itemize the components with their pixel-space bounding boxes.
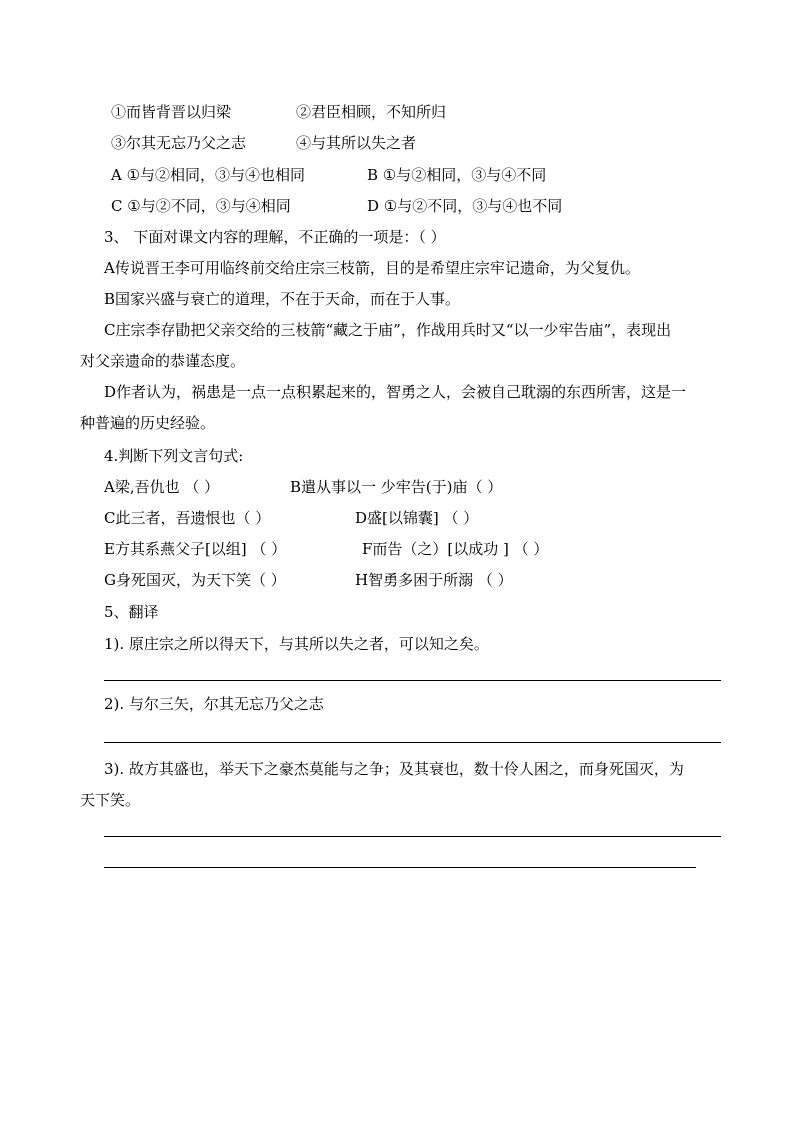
q3-option-a: A传说晋王李可用临终前交给庄宗三枝箭，目的是希望庄宗牢记遗命，为父复仇。 xyxy=(104,259,640,277)
q3-option-c-line2: 对父亲遗命的恭谨态度。 xyxy=(80,352,246,370)
q4-item-d: D盛[以锦囊] （ ） xyxy=(355,509,479,527)
q3-option-c-line1: C庄宗李存勖把父亲交给的三枝箭“藏之于庙”，作战用兵时又“以一少牢告庙”，表现出 xyxy=(104,321,672,339)
option-2: ②君臣相顾，不知所归 xyxy=(296,103,447,121)
q5-sentence-3-line1: 3). 故方其盛也，举天下之豪杰莫能与之争；及其衰也，数十伶人困之，而身死国灭，为 xyxy=(104,760,684,778)
choice-a: A ①与②相同，③与④也相同 xyxy=(111,166,306,184)
q5-sentence-1: 1). 原庄宗之所以得天下，与其所以失之者，可以知之矣。 xyxy=(104,635,489,653)
choice-d: D ①与②不同，③与④也不同 xyxy=(367,197,563,215)
q4-item-c: C此三者，吾遗恨也（ ） xyxy=(104,509,271,527)
q4-item-g: G身死国灭，为天下笑（ ） xyxy=(104,571,286,589)
answer-line-3[interactable] xyxy=(104,836,721,837)
answer-line-4[interactable] xyxy=(104,867,696,868)
choice-b: B ①与②相同，③与④不同 xyxy=(367,166,547,184)
q3-option-d-line1: D作者认为，祸患是一点一点积累起来的，智勇之人，会被自己耽溺的东西所害，这是一 xyxy=(104,383,687,401)
q4-stem: 4.判断下列文言句式: xyxy=(104,447,244,465)
choice-c: C ①与②不同，③与④相同 xyxy=(111,197,291,215)
option-1: ①而皆背晋以归梁 xyxy=(111,103,232,121)
q4-item-b: B遣从事以一 少牢告(于)庙（ ） xyxy=(290,478,503,496)
q5-sentence-3-line2: 天下笑。 xyxy=(80,791,141,809)
q4-item-h: H智勇多困于所溺 （ ） xyxy=(355,571,513,589)
q5-sentence-2: 2). 与尔三矢，尔其无忘乃父之志 xyxy=(104,695,324,713)
q4-item-e: E方其系燕父子[以组] （ ） xyxy=(104,540,287,558)
answer-line-1[interactable] xyxy=(104,680,721,681)
q4-item-a: A梁,吾仇也 （ ） xyxy=(104,478,220,496)
q5-stem: 5、翻译 xyxy=(104,603,159,621)
q3-stem: 3、 下面对课文内容的理解，不正确的一项是：（ ） xyxy=(104,228,446,246)
option-3: ③尔其无忘乃父之志 xyxy=(111,134,247,152)
q4-item-f: F而告（之）[以成功 ] （ ） xyxy=(362,540,549,558)
q3-option-b: B国家兴盛与衰亡的道理，不在于天命，而在于人事。 xyxy=(104,290,461,308)
q3-option-d-line2: 种普遍的历史经验。 xyxy=(80,414,216,432)
option-4: ④与其所以失之者 xyxy=(296,134,417,152)
answer-line-2[interactable] xyxy=(104,742,721,743)
